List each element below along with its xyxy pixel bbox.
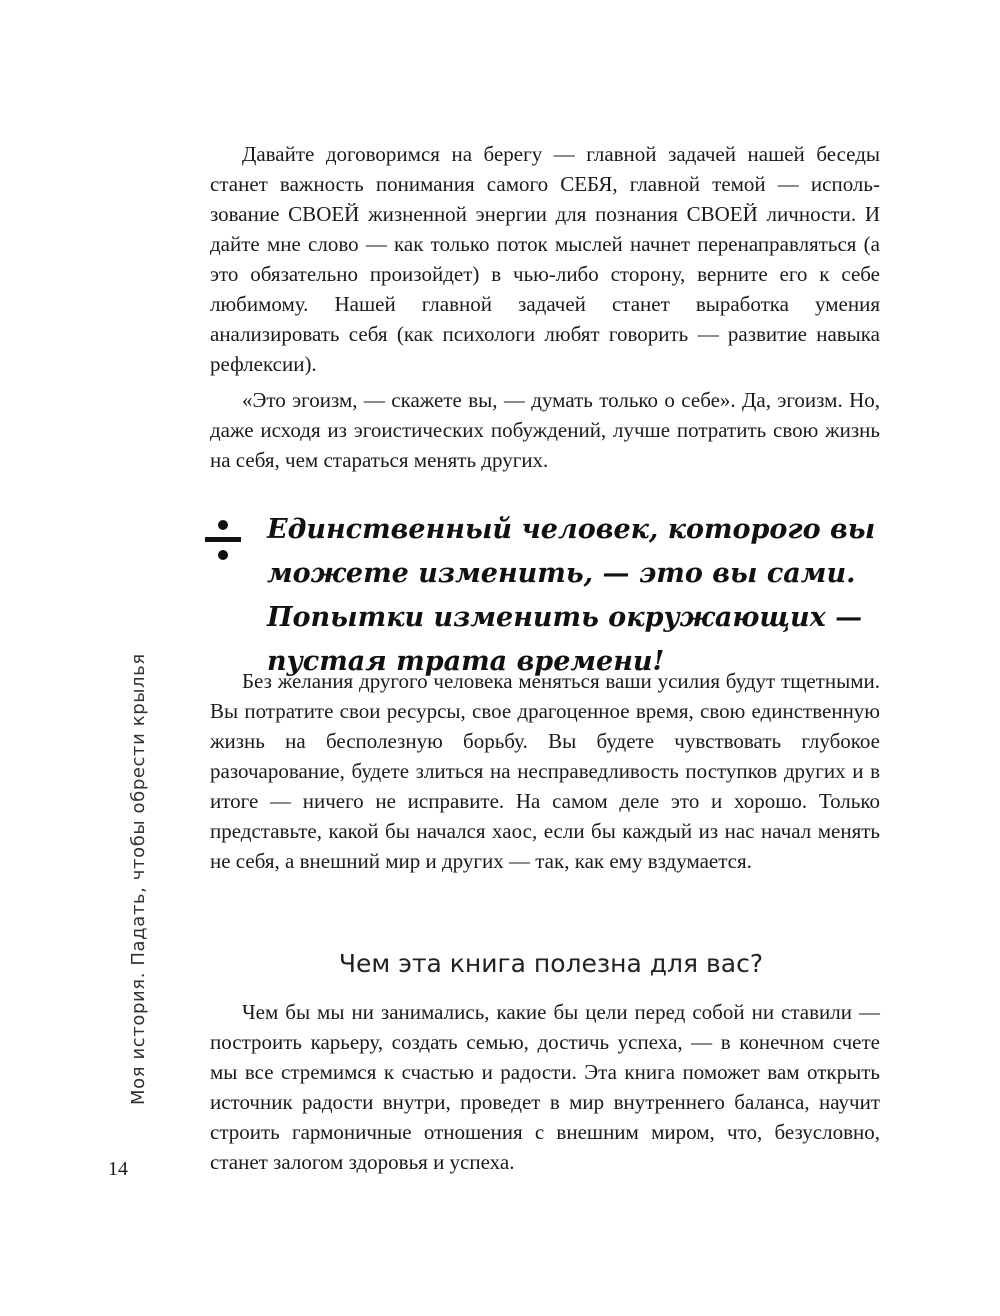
divide-icon [205,518,241,562]
paragraph: Давайте договоримся на берегу — главной задачей нашей беседы станет важность понимания самого СЕБЯ, главной темой — использование СВОЕЙ жизненной энергии для познания СВОЕЙ личности. И дайте мне слово — как только поток мыслей начнет перенаправляться (а это обязательно произойдет) в чью-либо сторону, верните его к себе любимому. Нашей главной задачей станет выработка умения анализировать себя (как психологи любят говорить — развитие навыка рефлексии). [210,142,880,376]
paragraph: Без желания другого человека меняться ваши усилия будут тщетными. Вы потратите свои ресурсы, свое драгоценное время, свою единственную жизнь на бесполезную борьбу. Вы будете чувствовать глубокое разочарование, будете злиться на несправедливость поступков других и в итоге — ничего не исправите. На самом деле это и хорошо. Только представьте, какой бы начался хаос, если бы каждый из нас начал менять не себя, а внешний мир и других — так, как ему вздумается. [210,669,880,873]
section-text [210,997,880,1183]
paragraph: Чем бы мы ни занимались, какие бы цели перед собой ни ставили — построить карьеру, создать семью, достичь успеха, — в конечном счете мы все стремимся к счастью и радости. Эта книга поможет вам открыть источник радости внутри, проведет в мир внутреннего баланса, научит строить гармоничные отношения с внешним миром, что, безусловно, станет залогом здоровья и успеха. [210,1000,880,1174]
body-text [210,666,880,882]
intro-text [210,139,880,481]
quote-text: Единственный человек, которого вы можете изменить, — это вы сами. Попытки изменить окружающих — пустая трата времени! [267,514,876,677]
section-heading: Чем эта книга полезна для вас? [338,949,764,978]
page-number: 14 [108,1158,128,1180]
paragraph: «Это эгоизм, — скажете вы, — думать только о себе». Да, эгоизм. Но, даже исходя из эгоистических побуждений, лучше потратить свою жизнь на себя, чем стараться менять других. [210,388,880,472]
running-head: Моя история. Падать, чтобы обрести крылья [128,653,149,1105]
